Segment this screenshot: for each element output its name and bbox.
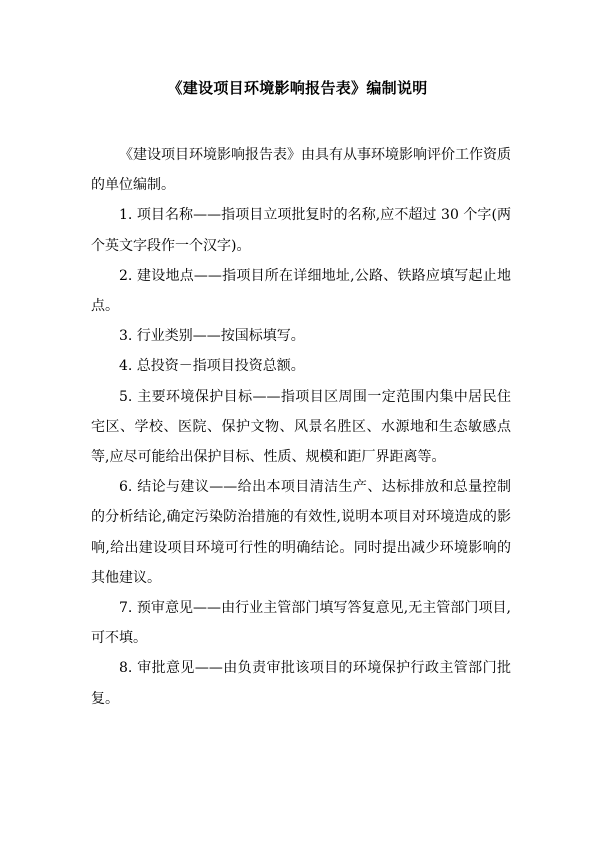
document-body (91, 140, 511, 714)
paragraph-industry-category: 3. 行业类别——按国标填写。 (119, 328, 305, 345)
paragraph-protection-targets: 5. 主要环境保护目标——指项目区周围一定范围内集中居民住宅区、学校、医院、保护文物、风景名胜区、水源地和生态敏感点等,应尽可能给出保护目标、性质、规模和距厂界距离等。 (91, 388, 511, 466)
paragraph-conclusions: 6. 结论与建议——给出本项目清洁生产、达标排放和总量控制的分析结论,确定污染防治措施的有效性,说明本项目对环境造成的影响,给出建设项目环境可行性的明确结论。同时提出减少环境影响的其他建议。 (91, 479, 511, 586)
paragraph-intro: 《建设项目环境影响报告表》由具有从事环境影响评价工作资质的单位编制。 (91, 147, 511, 194)
paragraph-preliminary-review: 7. 预审意见——由行业主管部门填写答复意见,无主管部门项目,可不填。 (91, 600, 511, 647)
paragraph-project-name: 1. 项目名称——指项目立项批复时的名称,应不超过 30 个字(两个英文字段作一个汉字)。 (91, 207, 511, 254)
document-title: 《建设项目环境影响报告表》编制说明 (167, 79, 428, 97)
paragraph-total-investment: 4. 总投资－指项目投资总额。 (119, 358, 305, 375)
paragraph-location: 2. 建设地点——指项目所在详细地址,公路、铁路应填写起止地点。 (91, 267, 511, 315)
paragraph-approval: 8. 审批意见——由负责审批该项目的环境保护行政主管部门批复。 (91, 660, 511, 707)
